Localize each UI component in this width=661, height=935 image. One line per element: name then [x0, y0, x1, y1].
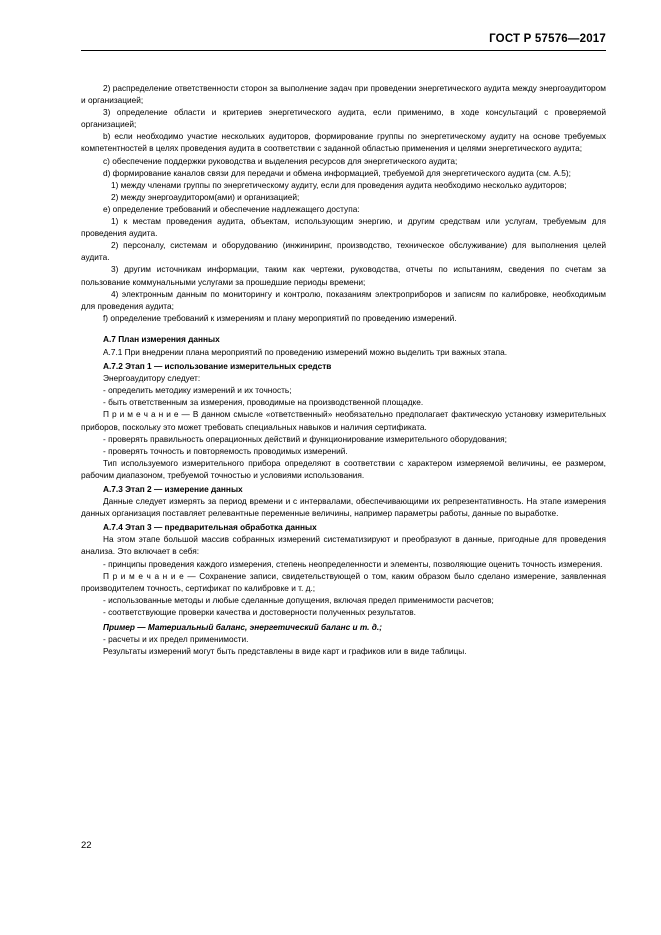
paragraph: - соответствующие проверки качества и достоверности полученных результатов.: [103, 606, 416, 617]
paragraph: 1) к местам проведения аудита, объектам, использующим энергию, и другим средствам или услугам, требуемым для проведения аудита.: [81, 216, 606, 239]
paragraph: 3) определение области и критериев энергетического аудита, если применимо, в ходе консультаций с проверяемой организацией;: [81, 107, 606, 130]
paragraph: - определить методику измерений и их точность;: [103, 385, 292, 396]
paragraph: - проверять правильность операционных действий и функционирование измерительного оборудования;: [103, 433, 507, 444]
section-heading: А.7.3 Этап 2 — измерение данных: [103, 484, 243, 494]
paragraph: 1) между членами группы по энергетическому аудиту, если для проведения аудита необходимо несколько аудиторов;: [111, 179, 567, 190]
page-header-title: ГОСТ Р 57576—2017: [489, 33, 606, 45]
example-note: Пример — Материальный баланс, энергетический баланс и т. д.;: [103, 622, 382, 633]
paragraph: 4) электронным данным по мониторингу и контролю, показаниям электроприборов и записям по калибровке, необходимым для проведения аудита;: [81, 288, 606, 311]
paragraph: d) формирование каналов связи для передачи и обмена информацией, требуемой для энергетического аудита (см. А.5);: [103, 167, 571, 178]
paragraph: 3) другим источникам информации, таким как чертежи, руководства, отчеты по испытаниям, сведения по счетам за пользование коммунальными услугами за прошедшие периоды времени;: [81, 264, 606, 287]
section-heading: А.7.4 Этап 3 — предварительная обработка данных: [103, 522, 317, 533]
paragraph: На этом этапе большой массив собранных измерений систематизируют и преобразуют в данные, пригодные для проведения анализа. Это включает в себя:: [81, 534, 606, 557]
paragraph: c) обеспечение поддержки руководства и выделения ресурсов для энергетического аудита;: [103, 155, 458, 166]
paragraph: 2) персоналу, системам и оборудованию (инжиниринг, производство, техническое обслуживание) для выполнения целей аудита.: [81, 240, 606, 263]
document-body: [81, 82, 606, 657]
paragraph: e) определение требований и обеспечение надлежащего доступа:: [103, 203, 360, 214]
paragraph: - принципы проведения каждого измерения, степень неопределенности и элементы, позволяющие оценить точность измерения.: [103, 558, 603, 569]
paragraph: - проверять точность и повторяемость проводимых измерений.: [103, 445, 348, 456]
paragraph: Данные следует измерять за период времени и с интервалами, обеспечивающими их репрезентативность. На этапе измерения данных организация поставляет релевантные переменные величины, например параметры работы, данные по выработке.: [81, 496, 606, 519]
paragraph: 2) распределение ответственности сторон за выполнение задач при проведении энергетического аудита между энергоаудитором и организацией;: [81, 83, 606, 106]
paragraph: - быть ответственным за измерения, проводимые на производственной площадке.: [103, 397, 424, 408]
paragraph: - расчеты и их предел применимости.: [103, 634, 249, 645]
section-heading: А.7 План измерения данных: [103, 333, 220, 344]
paragraph: 2) между энергоаудитором(ами) и организацией;: [111, 191, 300, 202]
paragraph: Тип используемого измерительного прибора определяют в соответствии с характером измеряемой величины, ее размером, рабочим диапазоном, требуемой точностью и условиями использования.: [81, 457, 606, 480]
page-number: 22: [81, 840, 92, 851]
header-divider: [81, 50, 606, 51]
paragraph: Энергоаудитору следует:: [103, 373, 201, 384]
paragraph: f) определение требований к измерениям и плану мероприятий по проведению измерений.: [103, 312, 457, 323]
paragraph: П р и м е ч а н и е — В данном смысле «ответственный» необязательно предполагает фактическую установку измерительных приборов, поскольку это может требовать специальных навыков и наличия сертификата.: [81, 409, 606, 432]
paragraph: А.7.1 При внедрении плана мероприятий по проведению измерений можно выделить три важных этапа.: [103, 346, 508, 357]
paragraph: - использованные методы и любые сделанные допущения, включая предел применимости расчетов;: [103, 594, 494, 605]
section-heading: А.7.2 Этап 1 — использование измерительных средств: [103, 361, 332, 372]
paragraph: Результаты измерений могут быть представлены в виде карт и графиков или в виде таблицы.: [103, 646, 467, 657]
paragraph: b) если необходимо участие нескольких аудиторов, формирование группы по энергетическому аудиту на основе требуемых компетентностей в целях проведения аудита в соответствии с заданной областью применения и целями энергетического аудита;: [81, 131, 606, 154]
paragraph: П р и м е ч а н и е — Сохранение записи, свидетельствующей о том, каким образом было сделано измерение, заявленная производителем точность, сертификат по калибровке и т. д.;: [81, 570, 606, 593]
